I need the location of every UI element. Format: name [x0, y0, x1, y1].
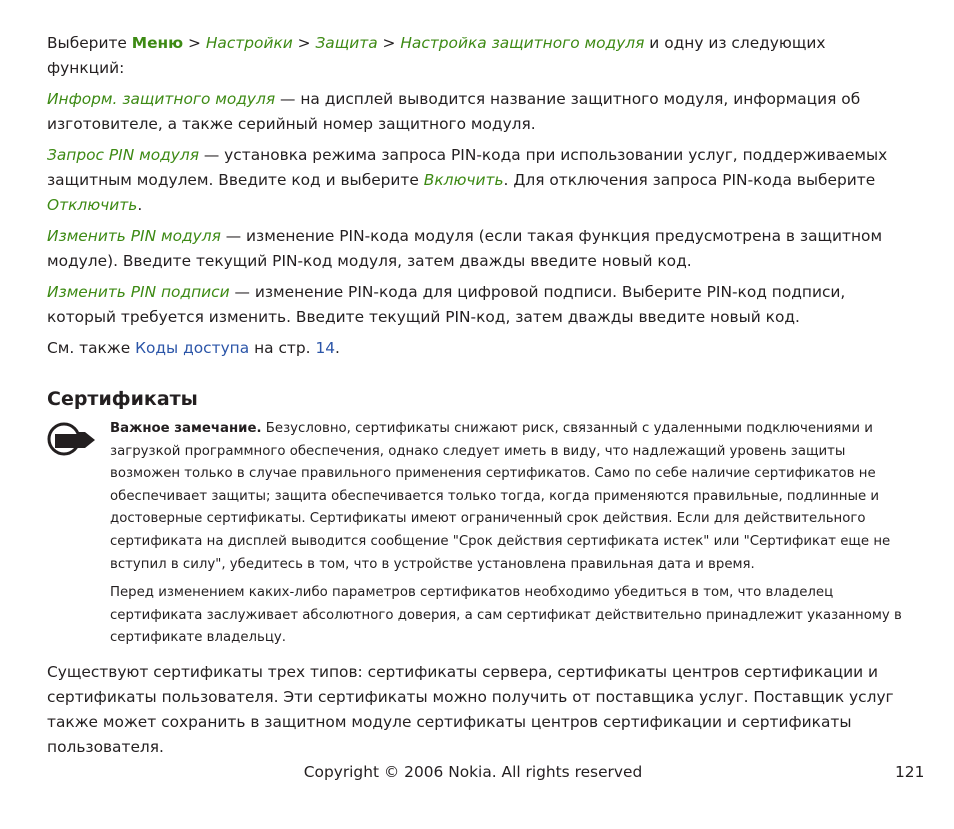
path-separator: > — [377, 34, 401, 52]
intro-paragraph — [47, 31, 907, 81]
document-page — [47, 31, 907, 760]
function-item-module-info — [47, 87, 907, 137]
function-term: Запрос PIN модуля — [47, 146, 199, 164]
function-term: Изменить PIN подписи — [47, 283, 230, 301]
function-description: . — [137, 196, 143, 214]
important-note — [47, 418, 907, 650]
function-term: Информ. защитного модуля — [47, 90, 276, 108]
see-also-suffix: . — [335, 339, 340, 357]
important-note-second-paragraph: Перед изменением каких-либо параметров сертификатов необходимо убедиться в том, что владелец сертификата заслуживает абсолютного доверия, а сам сертификат действительно принадлежит указанному в сертификате владельцу. — [110, 585, 902, 646]
menu-path-security: Защита — [315, 34, 378, 52]
see-also-mid: на стр. — [249, 339, 316, 357]
path-separator: > — [292, 34, 316, 52]
see-also-line — [47, 336, 907, 361]
important-note-text — [110, 418, 907, 576]
important-note-label: Важное замечание. — [110, 421, 262, 436]
menu-path-menu: Меню — [131, 34, 184, 52]
function-description: . Для отключения запроса PIN-кода выберите — [503, 171, 876, 189]
section-title: Сертификаты — [47, 388, 198, 410]
intro-tail-text: и одну из следующих функций: — [47, 34, 826, 77]
copyright-notice: Copyright © 2006 Nokia. All rights reserved — [303, 763, 643, 781]
function-description: — изменение PIN-кода для цифровой подписи. Выберите PIN-код подписи, который требуется изменить. Введите текущий PIN-код, затем дважды введите новый код. — [47, 283, 846, 326]
page-number: 121 — [895, 763, 925, 781]
menu-path-module-settings: Настройка защитного модуля — [400, 34, 645, 52]
certificates-body-paragraph: Существуют сертификаты трех типов: сертификаты сервера, сертификаты центров сертификации и сертификаты пользователя. Эти сертификаты можно получить от поставщика услуг. Поставщик услуг также может сохранить в защитном модуле сертификаты центров сертификации и сертификаты пользователя. — [47, 662, 894, 756]
see-also-prefix: См. также — [47, 339, 136, 357]
option-disable: Отключить — [47, 196, 138, 214]
function-term: Изменить PIN модуля — [47, 227, 221, 245]
function-item-change-module-pin — [47, 224, 907, 274]
path-separator: > — [183, 34, 206, 52]
important-note-icon — [47, 421, 97, 457]
function-description: — установка режима запроса PIN-кода при использовании услуг, поддерживаемых защитным модулем. Введите код и выберите — [47, 146, 888, 189]
intro-select-text: Выберите — [47, 34, 132, 52]
access-codes-link[interactable]: Коды доступа — [135, 339, 250, 357]
page-reference-link[interactable]: 14 — [315, 339, 336, 357]
function-item-module-pin-request — [47, 143, 907, 218]
function-description: — на дисплей выводится название защитного модуля, информация об изготовителе, а также серийный номер защитного модуля. — [47, 90, 861, 133]
function-item-change-signing-pin — [47, 280, 907, 330]
function-description: — изменение PIN-кода модуля (если такая функция предусмотрена в защитном модуле). Введите текущий PIN-код модуля, затем дважды введите новый код. — [47, 227, 883, 270]
important-note-body: Безусловно, сертификаты снижают риск, связанный с удаленными подключениями и загрузкой программного обеспечения, однако следует иметь в виду, что надлежащий уровень защиты возможен только в случае правильного применения сертификатов. Само по себе наличие сертификатов не обеспечивает защиты; защита обеспечивается только тогда, когда применяются правильные, подлинные и достоверные сертификаты. Сертификаты имеют ограниченный срок действия. Если для действительного сертификата на дисплей выводится сообщение "Срок действия сертификата истек" или "Сертификат еще не вступил в силу", убедитесь в том, что в устройстве установлена правильная дата и время. — [110, 421, 891, 572]
option-enable: Включить — [423, 171, 504, 189]
menu-path-settings: Настройки — [205, 34, 293, 52]
